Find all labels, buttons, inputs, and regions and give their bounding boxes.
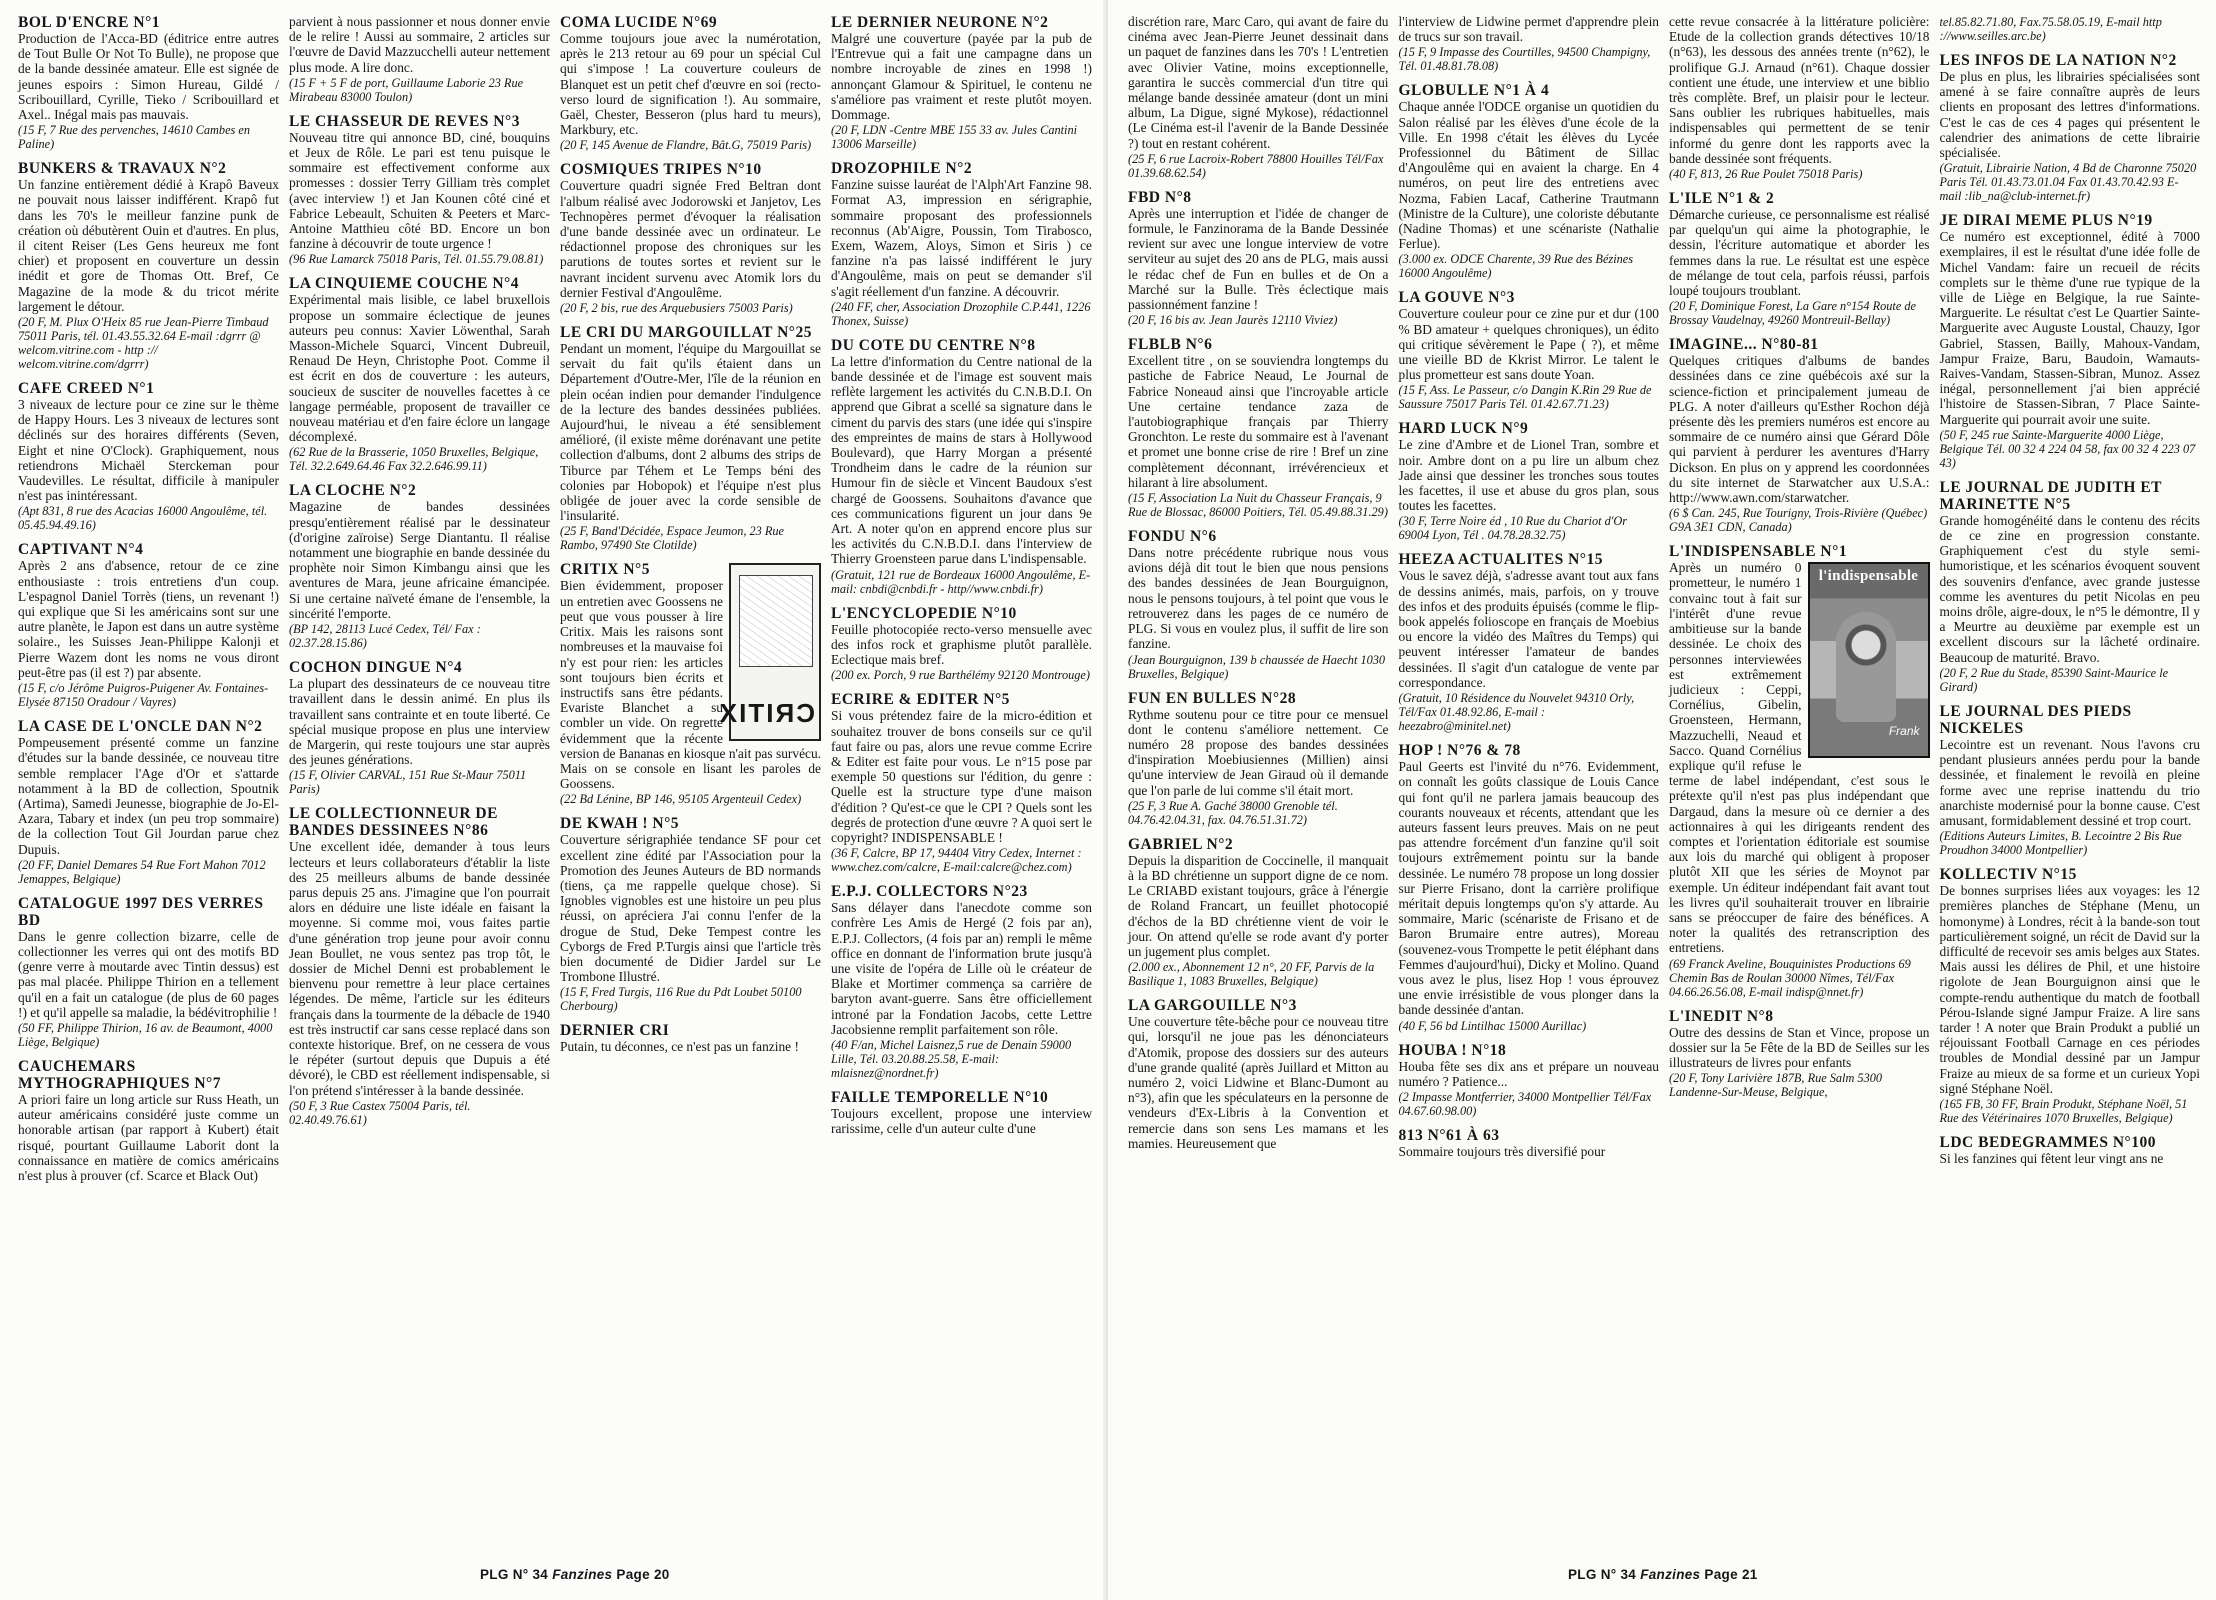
entry-body: Quelques critiques d'albums de bandes dessinées dans ce zine québécois axé sur la science-fiction et principalement jumeau de PLG. A noter d'ailleurs qu'Esther Rochon déjà présente dès les premiers numéros est encore au sommaire de ce numéro ainsi que Gérard Dôle qui parvient à perdurer les aventures d'Harry Dickson. En plus on y apprend les coordonnées du site internet de Starwatcher aux U.S.A.: http://www.awn.com/starwatcher. (1669, 353, 1930, 506)
review-entry-kollectiv-n-15 (1940, 866, 2201, 1125)
entry-title: LE JOURNAL DES PIEDS NICKELES (1939, 702, 2132, 737)
review-entry-ecrire-editer-n-5 (831, 691, 1092, 874)
entry-body: Dans le genre collection bizarre, celle de collectionner les verres qui ont des motifs BD (genre verre à moutarde avec Tintin dessus) est pas mal placée. Philippe Thirion en a tellement qu'il en a fait un catalogue (de plus de 60 pages !) et qu'il appelle sa maladie, la bédévitrophilie ! (18, 928, 279, 1020)
entry-title: HEEZA ACTUALITES N°15 (1398, 551, 1603, 569)
entry-contact: (Gratuit, 121 rue de Bordeaux 16000 Angoulême, E-mail: cnbdi@cnbdi.fr - http//www.cnbdi.fr) (831, 567, 1091, 596)
entry-contact: (40 F, 56 bd Lintilhac 15000 Aurillac) (1398, 1018, 1587, 1033)
entry-contact: (Apt 831, 8 rue des Acacias 16000 Angoulême, tél. 05.45.94.49.16) (18, 504, 268, 533)
entry-body: l'interview de Lidwine permet d'apprendre plein de trucs sur son travail. (1398, 14, 1659, 45)
entry-body: Une couverture tête-bêche pour ce nouveau titre qui, lorsqu'il ne joue pas les dénonciateurs d'Atomik, propose des dossiers sur des auteurs d'une grande qualité (après Juillard et Mitton au numéro 2, voici Lidwine et Blanc-Dumont au n°3), afin que les spéculateurs en la personne de vendeurs d'Ex-Libris à la Convention et remercie dans son sens Les mamans et les mamies. Heureusement que (1128, 1014, 1389, 1151)
entry-body: Après un numéro 0 prometteur, le numéro 1 convainc tout à fait sur l'intérêt d'une revue ambitieuse sur la bande dessinée. Le choix des personnes interviewées est extrêmement judicieux : Ceppi, Cornélius, Gibelin, Groensteen, Hermann, Mazzuchelli, Neaud et Sacco. Quand Cornélius explique qu'il refuse le terme de label indépendant, c'est sous le prétexte qu'il n'est pas plus indépendant que Dargaud, dans la mesure où ce dernier a des actionnaires à qui les dirigeants rendent des comptes et l'orientation éditoriale est soumise aux lois du marché qui obligent à proposer plutôt XII que les séries de Moynot par exemple. Un éditeur indépendant fait avant tout les livres qu'il souhaiterait trouver en librairie sans se préoccuper de faire des bénéfices. A noter la qualités des retranscription des entretiens. (1669, 560, 1930, 956)
review-entry-la-case-de-l-oncle-dan-n-2 (18, 718, 279, 886)
entry-body: Nouveau titre qui annonce BD, ciné, bouquins et Jeux de Rôle. Le pari est tenu puisque le sommaire est effectivement conforme aux promesses : dossier Terry Gilliam très complet (avec interview !) et Jan Kounen côté ciné et Fabrice Lebeault, Schuiten & Peeters et Marc-Antoine Matthieu côté BD. Encore un bon fanzine à découvrir de toute urgence ! (289, 129, 550, 252)
entry-body: La lettre d'information du Centre national de la bande dessinée et de l'image est souvent mais reflète largement les activités du C.N.B.D.I. On apprend que Gibrat a scellé sa signature dans le ciment du parvis des stars (une idée qui s'inspire des empreintes de mains de stars à Hollywood Boulevard), que Harry Morgan a présenté Trondheim dans le cadre de la réunion sur Humour fin de siècle et Vincent Baudoux s'est chargé de Goossens. Souhaitons d'avance que ces communications figurent un jour dans 9e Art. A noter qu'on en apprend encore plus sur les activités du C.N.B.D.I. dans l'interview de Thierry Groensteen parue dans L'indispensable. (831, 353, 1092, 567)
entry-title: CAUCHEMARS MYTHOGRAPHIQUES N°7 (18, 1057, 222, 1092)
entry-body: Outre des dessins de Stan et Vince, propose un dossier sur la 5e Fête de la BD de Seilles sur les illustrateurs de livres pour enfants (1669, 1024, 1930, 1070)
review-entry-hop-n-76-78 (1399, 742, 1660, 1032)
entry-contact: (50 FF, Philippe Thirion, 16 av. de Beaumont, 4000 Liège, Belgique) (18, 1020, 273, 1049)
page-footer-left (480, 1567, 670, 1582)
entry-contact: (20 FF, Daniel Demares 54 Rue Fort Mahon 7012 Jemappes, Belgique) (18, 857, 266, 886)
left-col-1 (289, 14, 550, 1554)
entry-contact: (50 F, 3 Rue Castex 75004 Paris, tél. 02.40.49.76.61) (289, 1098, 471, 1127)
review-entry-continuation (1399, 14, 1660, 73)
entry-title: ECRIRE & EDITER N°5 (831, 691, 1010, 709)
entry-contact: (15 F, Olivier CARVAL, 151 Rue St-Maur 75011 Paris) (289, 768, 527, 797)
entry-title: BUNKERS & TRAVAUX N°2 (18, 160, 227, 178)
entry-title: JE DIRAI MEME PLUS N°19 (1939, 212, 2153, 230)
review-entry-le-dernier-neurone-n-2 (831, 14, 1092, 151)
entry-body: Bien évidemment, proposer un entretien avec Goossens ne peut que vous pousser à lire Critix. Mais les raisons sont nombreuses et la mauvaise foi n'y est pour rien: les articles sont toujours bien écrits et instructifs sans être pédants. Evariste Blanchet a su combler un vide. On regrette évidemment que la récente version de Bananas en kiosque n'ait pas survécu. Mais on se console en lisant les paroles de Goossens. (560, 578, 821, 792)
entry-contact: (40 F, 813, 26 Rue Poulet 75018 Paris) (1669, 167, 1863, 182)
review-entry-drozophile-n-2 (831, 160, 1092, 328)
review-entry-de-kwah-n-5 (560, 815, 821, 1013)
entry-title: CAPTIVANT N°4 (18, 541, 144, 559)
review-entry-ldc-bedegrammes-n-100 (1940, 1134, 2201, 1166)
review-entry-gabriel-n-2 (1128, 836, 1389, 988)
review-entry-du-cote-du-centre-n-8 (831, 337, 1092, 596)
page-21 (1108, 0, 2216, 1600)
entry-body: discrétion rare, Marc Caro, qui avant de faire du cinéma avec Jean-Pierre Jeunet dessinait dans un paquet de fanzines dans les 70's ! L'entretien avec Olivier Vatine, moins exceptionnelle, garantira le succès commercial d'un titre qui mélange bande dessinée amateur (dont un mini album, La Digue, signé Mykose), rédactionnel (Le Cinéma est-il l'avenir de la Bande Dessinée ?) tout en restant cohérent. (1128, 14, 1389, 151)
entry-body: Feuille photocopiée recto-verso mensuelle avec des infos rock et graphisme plutôt parallèle. Eclectique mais bref. (831, 621, 1092, 668)
entry-title: HOUBA ! N°18 (1398, 1041, 1507, 1059)
entry-title: L'ILE N°1 & 2 (1669, 190, 1775, 208)
right-col-3 (1940, 14, 2201, 1554)
entry-body: Paul Geerts est l'invité du n°76. Evidemment, on connaît les goûts classique de Louis Cance qui font qu'il ne parlera jamais beaucoup des courants nouveaux et récents, attendant que les auteurs fassent leurs preuves. Mais on ne peut pas attendre forcément d'un fanzine qu'il soit toujours extrêmement pointu sur la bande dessinée. Le numéro 78 propose un long dossier sur Pierre Frisano, dont la carrière prolifique méritait depuis longtemps qu'on s'y attarde. Au sommaire, Maric (scénariste de Frisano et de Baron Brumaire entre autres), Moreau (souvenez-vous Trompette le petit éléphant dans Femmes d'aujourd'hui), Dicky et Molino. Quand vous avez le plus, lisez Hop ! vous éprouvez une envie irrésistible de vous plonger dans la bande dessinée d'antan. (1398, 759, 1659, 1018)
review-entry-fondu-n-6 (1128, 528, 1389, 680)
review-entry-heeza-actualites-n-15 (1399, 551, 1660, 733)
entry-body: Magazine de bandes dessinées presqu'entièrement réalisé par le dessinateur (d'origine zaïroise) Serge Diantantu. Il réalise notamment une biographie en bande dessinée du prophète noir Simon Kimbangu ainsi que les aventures de Mara, jeune africaine émancipée. Si une certaine naïveté émane de l'ensemble, la sincérité l'emporte. (289, 499, 550, 621)
entry-body: cette revue consacrée à la littérature policière: Etude de la collection grands détectives 10/18 (n°63), les dessous des années trente (n°62), le prolifique G.J. Arnaud (n°61). Chaque dossier contient une étude, une interview et une biblio très complète. Bref, un plaisir pour le lecteur. Sans oublier les rubriques habituelles, mais indispensables qui permettent de se tenir informé du genre dont les rapports avec la bande dessinée sont fréquents. (1669, 14, 1930, 166)
entry-title: FLBLB N°6 (1128, 336, 1213, 354)
footer-page: Page 21 (1704, 1567, 1758, 1582)
left-col-0 (18, 14, 279, 1554)
review-entry-le-chasseur-de-reves-n-3 (289, 113, 550, 267)
entry-contact: (3.000 ex. ODCE Charente, 39 Rue des Bézines 16000 Angoulême) (1398, 252, 1633, 281)
review-entry-hard-luck-n-9 (1399, 420, 1660, 542)
entry-contact: (69 Franck Aveline, Bouquinistes Productions 69 Chemin Bas de Roulan 30000 Nîmes, Tél/Fax 04.66.26.56.08, E-mail indisp@nnet.fr) (1669, 956, 1911, 999)
cover-figure (1836, 612, 1896, 722)
review-entry-catalogue-1997-des-verres-bd (18, 895, 279, 1049)
entry-body: Rythme soutenu pour ce titre pour ce mensuel dont le contenu s'améliore nettement. Ce numéro 28 propose des bandes dessinées d'inspiration Moebiusiennes (Millien) ainsi qu'une interview de Jean Giraud où il demande que l'on parle de lui comme s'il était mort. (1128, 706, 1389, 798)
entry-contact: (20 F, 2 Rue du Stade, 85390 Saint-Maurice le Girard) (1939, 665, 2169, 694)
entry-contact: (6 $ Can. 245, Rue Tourigny, Trois-Rivière (Québec) G9A 3E1 CDN, Canada) (1669, 506, 1928, 535)
entry-contact: (15 F, c/o Jérôme Puigros-Puigener Av. Fontaines-Elysée 87150 Oradour / Vayres) (18, 681, 269, 710)
critix-cover-image (717, 563, 821, 741)
entry-body: Sommaire toujours très diversifié pour (1398, 1143, 1606, 1159)
review-entry-coma-lucide-n-69 (560, 14, 821, 152)
entry-title: E.P.J. COLLECTORS N°23 (831, 883, 1028, 901)
entry-contact: (25 F, 6 rue Lacroix-Robert 78800 Houilles Tél/Fax 01.39.68.62.54) (1128, 151, 1384, 180)
entry-title: GLOBULLE N°1 À 4 (1398, 82, 1550, 100)
entry-title: LA GARGOUILLE N°3 (1128, 997, 1297, 1015)
cover-title: CRITIX (717, 698, 815, 729)
entry-contact: (2 Impasse Montferrier, 34000 Montpellier Tél/Fax 04.67.60.98.00) (1398, 1089, 1652, 1118)
entry-title: LE CRI DU MARGOUILLAT N°25 (560, 324, 813, 342)
review-entry-la-gargouille-n-3 (1128, 997, 1389, 1151)
review-entry-la-cinquieme-couche-n-4 (289, 275, 550, 473)
footer-prefix: PLG N° 34 (480, 1567, 549, 1582)
entry-contact: (BP 142, 28113 Lucé Cedex, Tél/ Fax : 02.37.28.15.86) (289, 622, 481, 651)
entry-body: Une excellent idée, demander à tous leurs lecteurs et leurs collaborateurs d'établir la liste des 25 meilleurs albums de bande dessinée parus depuis 25 ans. J'imagine que l'on pourrait alors en déduire une liste idéale en faisant la moyenne. Si comme moi, vous faites partie d'une génération trop jeune pour avoir connu Jean Boullet, ne vous sentez pas trop tôt, le dossier de Michel Denni est probablement le bienvenu pour remettre à leur place certaines légendes. De même, l'article sur les éditeurs français dans la tourmente de la débacle de 1940 est très instructif car sans cesse replacé dans son contexte historique. Bref, on ne cessera de vous le répéter (surtout depuis que Dupuis a été dévoré), le CBD est réellement indispensable, si l'on prétend s'intéresser à la bande dessinée. (289, 839, 550, 1098)
review-entry-dernier-cri (560, 1022, 821, 1054)
indispensable-cover-image (1808, 562, 1930, 758)
footer-page: Page 20 (616, 1567, 670, 1582)
entry-contact: (15 F, Association La Nuit du Chasseur Français, 9 Rue de Blossac, 86000 Poitiers, Tél. 05.49.88.31.29) (1128, 491, 1388, 520)
entry-body: Houba fête ses dix ans et prépare un nouveau numéro ? Patience... (1398, 1058, 1659, 1089)
entry-body: Couverture sérigraphiée tendance SF pour cet excellent zine édité par l'Association pour la Promotion des Jeunes Auteurs de BD normands (tiens, ça me rappelle quelque chose). Si Ignobles vignobles est une histoire un peu plus réussi, on apréciera J'ai connu l'enfer de la drogue de Stud, Deke Tempest contre les Cyborgs de Fred P.Turgis ainsi que l'article très bien documenté de Didier Jardel sur Le Trombone Illustré. (560, 832, 821, 985)
entry-title: L'ENCYCLOPEDIE N°10 (831, 604, 1017, 622)
page-footer-right (1568, 1567, 1758, 1582)
entry-body: Malgré une couverture (payée par la pub de l'Entrevue qui a fait une campagne dans un nombre incroyable de zines en 1998 !) annonçant Glamour & Spirituel, le contenu ne s'améliore pas vraiment et reste plutôt moyen. Dommage. (831, 31, 1092, 123)
entry-title: LE DERNIER NEURONE N°2 (831, 14, 1049, 31)
review-entry-l-indispensable-n-1 (1669, 543, 1930, 998)
entry-body: Après 2 ans d'absence, retour de ce zine enthousiaste : trois entretiens d'un coup. L'espagnol Daniel Torrès (tiens, un revenant !) qui explique que Si les américains sont sur une autre planète, le Japon est dans un autre système solaire., les Suisses Jean-Philippe Kalonji et Pierre Wazem dont les noms ne vous diront peut-être pas (il est ?) par absente. (18, 558, 279, 680)
entry-body: Grande homogénéité dans le contenu des récits de ce zine en progression constante. Graphiquement c'est du style semi-humoristique, et les scénarios évoquent souvent des souvenirs d'enfance, avec grande justesse comme les aventures du petit Nicolas en peu moins drôle, aigre-doux, le n°5 le démontre, Il y a Meurtre au deuxième par exemple est un excellent discours sur la lâcheté ordinaire. Beaucoup de maturité. Bravo. (1939, 512, 2200, 665)
entry-title: DROZOPHILE N°2 (831, 160, 973, 178)
review-entry-cochon-dingue-n-4 (289, 659, 550, 796)
entry-body: parvient à nous passionner et nous donner envie de le relire ! Aussi au sommaire, 2 articles sur l'œuvre de David Mazzucchelli auteur nettement plus mode. A lire donc. (289, 14, 550, 75)
entry-contact: (96 Rue Lamarck 75018 Paris, Tél. 01.55.79.08.81) (289, 252, 544, 267)
entry-body: Toujours excellent, propose une interview rarissime, celle d'un auteur culte d'une (831, 1105, 1092, 1137)
entry-contact: (15 F, 9 Impasse des Courtilles, 94500 Champigny, Tél. 01.48.81.78.08) (1398, 45, 1651, 74)
entry-contact: (15 F, 7 Rue des pervenches, 14610 Cambes en Paline) (18, 123, 250, 152)
entry-title: FUN EN BULLES N°28 (1128, 689, 1297, 707)
entry-contact: (25 F, 3 Rue A. Gaché 38000 Grenoble tél. 04.76.42.04.31, fax. 04.76.51.31.72) (1128, 798, 1338, 827)
review-entry-faille-temporelle-n-10 (831, 1089, 1092, 1136)
entry-body: Si vous prétendez faire de la micro-édition et souhaitez trouver de bons conseils sur ce qu'il faut faire ou pas, alors une revue comme Ecrire & Editer est faite pour vous. Le n°15 pose par exemple 50 questions sur l'édition, du genre : Quelle est la structure type d'une maison d'édition ? Qu'est-ce que le CPI ? Quels sont les degrés de protection d'une œuvre ? A quoi sert le copyright? INDISPENSABLE ! (831, 708, 1092, 845)
entry-body: De plus en plus, les librairies spécialisées sont amené à se faire connaître auprès de leurs clients en proposant des lettres d'informations. C'est le cas de ces 4 pages qui présentent le calendrier des animations de cette librairie spécialisée. (1939, 69, 2200, 161)
review-entry-flblb-n-6 (1128, 336, 1389, 519)
entry-title: FAILLE TEMPORELLE N°10 (831, 1088, 1049, 1106)
entry-contact: (40 F/an, Michel Laisnez,5 rue de Denain 59000 Lille, Tél. 03.20.88.25.58, E-mail: mlaisnez@nordnet.fr) (831, 1037, 1072, 1080)
entry-title: LA CINQUIEME COUCHE N°4 (289, 275, 519, 293)
cover-masthead: l'indispensable (1818, 568, 1919, 585)
entry-title: COMA LUCIDE N°69 (560, 14, 718, 31)
review-entry-fbd-n-8 (1128, 189, 1389, 327)
entry-body: Sans délayer dans l'anecdote comme son confrère Les Amis de Hergé (2 fois par an), E.P.J. Collectors, (4 fois par an) rempli le même office en donnant de l'information brute jusqu'à une visite de l'opéra de Lille où le créateur de Blake et Mortimer commença sa carrière de baryton avant-guerre. Sans être officiellement introné par la Fondation Jacobs, cette Lettre Jacobsienne remplit parfaitement son rôle. (831, 900, 1092, 1037)
entry-body: Lecointre est un revenant. Nous l'avons cru pendant plusieurs années perdu pour la bande dessinée, et finalement le revoilà en pleine forme avec une reprise inattendu du trio anarchiste modernisé pour la bonne cause. C'est amusant, formidablement dessiné et trop court. (1939, 736, 2200, 828)
entry-title: LE COLLECTIONNEUR DE BANDES DESSINEES N°86 (289, 805, 498, 840)
entry-body: Vous le savez déjà, s'adresse avant tout aux fans de dessins animés, mais, parfois, on y trouve des infos et des produits épuisés (comme le flip-book appelés folioscope en français de Moebius ou encore la vidéo des Maîtres du Temps) qui peuvent intéresser l'amateur de bandes dessinées. Il s'agit d'un catalogue de vente par correspondance. (1398, 568, 1659, 690)
entry-body: Comme toujours joue avec la numérotation, après le 213 retour au 69 pour un spécial Cul qui s'impose ! La couverture couleurs de Blanquet est un petit chef d'œuvre en soi (recto-verso lourd de signification !). Au sommaire, Gaël, Chester, Besseron (plus hard tu meurs), Markbury, etc. (560, 31, 821, 138)
review-entry-critix-n-5 (560, 561, 821, 806)
entry-title: LDC BEDEGRAMMES N°100 (1939, 1133, 2156, 1151)
entry-body: 3 niveaux de lecture pour ce zine sur le thème de Happy Hours. Les 3 niveaux de lectures sont déclinés sur des horaires différents (Seven, Eight et nine O'Clock). Graphiquement, nous retiendrons Michaël Sterckeman pour Vaudevilles. Le résultat, difficile à manipuler n'est pas inintéressant. (18, 397, 279, 504)
right-col-1 (1399, 14, 1660, 1554)
entry-body: Production de l'Acca-BD (éditrice entre autres de Tout Bulle Or Not To Bulle), ne propose que de la bande dessinée amateur. Elle est signée de jeunes espoirs : Simon Hureau, Gildé / Scribouillard, Cyrille, Tieko / Scribouillard et Axel.. Inégal mais pas mauvais. (18, 31, 279, 123)
entry-contact: (240 FF, cher, Association Drozophile C.P.441, 1226 Thonex, Suisse) (831, 299, 1091, 328)
entry-title: KOLLECTIV N°15 (1939, 866, 2077, 884)
entry-contact: (20 F, 2 bis, rue des Arquebusiers 75003 Paris) (560, 301, 793, 316)
entry-contact: (Editions Auteurs Limites, B. Lecointre 2 Bis Rue Proudhon 34000 Montpellier) (1939, 829, 2182, 858)
entry-body: Depuis la disparition de Coccinelle, il manquait à la BD chrétienne un support digne de ce nom. Le CRIABD existant toujours, grâce à l'énergie de Roland Francart, un feuillet photocopié d'échos de la BD chrétienne vient de voir le jour. On attend qu'elle se rode avant d'y porter un jugement plus complet. (1128, 852, 1389, 959)
review-entry-e-p-j-collectors-n-23 (831, 883, 1092, 1080)
review-entry-captivant-n-4 (18, 541, 279, 709)
entry-title: L'INEDIT N°8 (1669, 1007, 1774, 1025)
entry-contact: (15 F, Ass. Le Passeur, c/o Dangin K.Rin 29 Rue de Saussure 75017 Paris Tél. 01.42.67.71.23) (1398, 383, 1652, 412)
entry-title: DERNIER CRI (560, 1022, 670, 1040)
entry-contact: (200 ex. Porch, 9 rue Barthélémy 92120 Montrouge) (831, 668, 1090, 683)
entry-contact: (20 F, 145 Avenue de Flandre, Bât.G, 75019 Paris) (560, 138, 812, 153)
left-col-3 (831, 14, 1092, 1554)
entry-title: CRITIX N°5 (560, 561, 651, 579)
footer-prefix: PLG N° 34 (1568, 1567, 1637, 1582)
review-entry-813-n-61-a-63 (1399, 1127, 1660, 1159)
entry-title: L'INDISPENSABLE N°1 (1669, 543, 1848, 561)
entry-contact: (2.000 ex., Abonnement 12 n°, 20 FF, Parvis de la Basilique 1, 1083 Bruxelles, Belgique) (1128, 960, 1375, 989)
entry-title: COCHON DINGUE N°4 (289, 659, 463, 677)
entry-body: Expérimental mais lisible, ce label bruxellois propose un sommaire éclectique de jeunes auteurs peu connus: Xavier Löwenthal, Sarah Masson-Michele Squarci, Vincent Dubreuil, Renaud De Heyn, Christophe Poot. Comme il est écrit en dos de couverture : les auteurs, soucieux de susciter de nouvelles facettes à ce langage perméable, proposent de travailler ce nouveau matériau et d'en faire éclore un langage décomplexé. (289, 292, 550, 445)
entry-body: Fanzine suisse lauréat de l'Alph'Art Fanzine 98. Format A3, impression en sérigraphie, sommaire proposant des professionnels reconnus (Ab'Aigre, Poussin, Tom Tirabosco, Exem, Wazem, Aloys, Simon et Siris ) ce fanzine n'a pas laissé indifférent le jury d'Angoulême, mais on peut se demander s'il s'agit réellement d'un fanzine. A découvrir. (831, 177, 1092, 299)
entry-title: HARD LUCK N°9 (1398, 420, 1529, 438)
review-entry-cosmiques-tripes-n-10 (560, 161, 821, 315)
right-col-0 (1128, 14, 1389, 1554)
entry-title: DE KWAH ! N°5 (560, 815, 680, 833)
entry-body: La plupart des dessinateurs de ce nouveau titre travaillent dans le dessin animé. En plus ils travaillent sans contrainte et en toute liberté. Ce spécial musique propose en plus une interview de Margerin, qui reste toujours une star auprès des jeunes générations. (289, 676, 550, 768)
review-entry-continuation (289, 14, 550, 104)
entry-contact: (25 F, Band'Décidée, Espace Jeumon, 23 Rue Rambo, 97490 Ste Clotilde) (560, 524, 785, 553)
entry-contact: (15 F + 5 F de port, Guillaume Laborie 23 Rue Mirabeau 83000 Toulon) (289, 75, 524, 104)
entry-contact: (36 F, Calcre, BP 17, 94404 Vitry Cedex, Internet : www.chez.com/calcre, E-mail:calcre@chez.com) (831, 846, 1082, 875)
entry-contact: (Gratuit, Librairie Nation, 4 Bd de Charonne 75020 Paris Tél. 01.43.73.01.04 Fax 01.43.70.42.93 E-mail :lib_na@club-internet.fr) (1939, 161, 2197, 204)
review-entry-la-gouve-n-3 (1399, 289, 1660, 411)
left-col-2 (560, 14, 821, 1554)
review-entry-l-encyclopedie-n-10 (831, 605, 1092, 683)
entry-title: CATALOGUE 1997 DES VERRES BD (18, 894, 264, 929)
entry-contact: (50 F, 245 rue Sainte-Marguerite 4000 Liège, Belgique Tél. 00 32 4 224 04 58, fax 00 32 4 223 07 43) (1939, 427, 2196, 470)
entry-title: LA CASE DE L'ONCLE DAN N°2 (18, 718, 263, 736)
entry-body: Un fanzine entièrement dédié à Krapô Baveux ne pouvait nous laisser indifférent. Krapô fut dans les 70's le meilleur fanzine punk de création où débutèrent Ouin et d'autres. En plus, il citent Reiser (Les Gens heureux me font chier) et proposent en couverture un dessin inédit et gore de Thomas Ott. Bref, Ce Magazine de la mode & du tricot mérite largement le détour. (18, 177, 279, 314)
entry-body: Démarche curieuse, ce personnalisme est réalisé par quelqu'un qui aime la photographie, le dessin, l'écriture automatique et aborder les femmes dans la rue. Le résultat est une espèce de mélange de tout cela, parfois réussi, parfois loupé toujours troublant. (1669, 207, 1930, 299)
review-entry-l-inedit-n-8 (1669, 1008, 1930, 1100)
entry-body: De bonnes surprises liées aux voyages: les 12 premières planches de Stéphane (Menu, un homonyme) à Londres, récit à la bande-son tout particulièrement soigné, un récit de David sur la difficulté de recevoir ses amis belges aux States. Mais aussi les délires de Phil, et une histoire rigolote de Jean Bourguignon ainsi que le compte-rendu authentique du match de football Pérou-Islande signé Jampur Fraize. A lire sans tarder ! A noter que Brain Produkt a publié un réjouissant Football Carnage en ces périodes troubles de Mondial dessiné par un Jampur Fraize au mieux de sa forme et un curieux Yopi signé Stéphane Noël. (1939, 883, 2200, 1096)
entry-contact: (62 Rue de la Brasserie, 1050 Bruxelles, Belgique, Tél. 32.2.649.64.46 Fax 32.2.646.99.11) (289, 445, 539, 474)
entry-contact: (22 Bd Lénine, BP 146, 95105 Argenteuil Cedex) (560, 792, 802, 807)
review-entry-cafe-creed-n-1 (18, 380, 279, 532)
review-entry-continuation (1669, 14, 1930, 181)
footer-section: Fanzines (1640, 1567, 1701, 1582)
review-entry-continuation (1940, 15, 2201, 43)
entry-body: Le zine d'Ambre et de Lionel Tran, sombre et noir. Ambre dont on a pu lire un album chez Jade ainsi que dessiner les tronches sous toutes les facettes, il use et abuse du gros plan, sous toutes les facettes. (1398, 437, 1659, 514)
entry-title: LE CHASSEUR DE REVES N°3 (289, 112, 520, 130)
entry-body: Dans notre précédente rubrique nous vous avions déjà dit tout le bien que nous pensions des bandes dessinées de Jean Bourguignon, nous le pensons toujours, à tel point que vous le retrouverez dans les pages de ce numéro de PLG. Si vous en voulez plus, il suffit de lire son fanzine. (1128, 545, 1389, 652)
entry-body: Ce numéro est exceptionnel, édité à 7000 exemplaires, il est le résultat d'une idée folle de Michel Vandam: faire un recueil de récits complets sur le thème d'une rue typique de la ville de Liège en Belgique, la rue Sainte-Marguerite. Le résultat c'est Le Quartier Sainte-Marguerite avec Auguste Loustal, Chauzy, Igor Gabriel, Stassen, Bailly, Mahoux-Vandam, Jampur Fraize, Baru, Baudoin, Wamauts-Raives-Vandam, Stassen-Sibran, Munoz. Assez inégal, personnellement j'ai bien apprécié l'histoire de Stassen-Sibran, 7 Place Sainte-Marguerite qui pourrait avoir une suite. (1939, 229, 2200, 427)
entry-contact: tel.85.82.71.80, Fax.75.58.05.19, E-mail http ://www.seilles.arc.be) (1939, 15, 2162, 43)
entry-title: LA CLOCHE N°2 (289, 482, 417, 500)
entry-body: Après une interruption et l'idée de changer de formule, le Fanzinorama de la Bande Dessinée revient sur avec une longue interview de votre serviteur au sujet des 20 ans de PLG, mais aussi le rédac chef de Fun en bulles et de On a Marché sur la Bulle. Très éclectique mais passionnément fanzine ! (1128, 205, 1389, 313)
review-entry-le-journal-des-pieds-nickeles (1940, 703, 2201, 857)
entry-contact: (30 F, Terre Noire éd , 10 Rue du Chariot d'Or 69004 Lyon, Tél . 04.78.28.32.75) (1398, 514, 1628, 543)
review-entry-l-ile-n-1-2 (1669, 190, 1930, 327)
entry-title: LE JOURNAL DE JUDITH ET MARINETTE N°5 (1939, 478, 2162, 513)
entry-title: COSMIQUES TRIPES N°10 (560, 161, 762, 179)
entry-body: Couverture couleur pour ce zine pur et dur (100 % BD amateur + quelques chroniques), un édito qui critique sévèrement le Pape ( ?), et même une vieille BD de Kkrist Mirror. Le talent le plus prometteur est sans doute Yoan. (1398, 306, 1659, 383)
entry-contact: (Gratuit, 10 Résidence du Nouvelet 94310 Orly, Tél/Fax 01.48.92.86, E-mail : heezabro@minitel.net) (1398, 691, 1635, 734)
entry-contact: (15 F, Fred Turgis, 116 Rue du Pdt Loubet 50100 Cherbourg) (560, 985, 802, 1014)
review-entry-je-dirai-meme-plus-n-19 (1940, 212, 2201, 470)
entry-title: 813 N°61 À 63 (1398, 1126, 1500, 1144)
entry-title: LA GOUVE N°3 (1398, 289, 1515, 307)
review-entry-le-journal-de-judith-et-marinette-n-5 (1940, 479, 2201, 694)
entry-body: Pendant un moment, l'équipe du Margouillat se servait du fait qu'ils étaient dans un Département d'Outre-Mer, l'île de la réunion en plein océan indien pour demander l'indulgence de la lecture des bandes dessinées publiées. Aujourd'hui, le niveau a été sensiblement amélioré, (il existe même dorénavant une petite collection d'albums, dont 2 albums des strips de Tiburce par Téhem et Le Temps béni des colonies par Hobopok) et l'équipe n'est plus obligée de jouer avec la corde sensible de l'insularité. (560, 341, 821, 524)
review-entry-le-cri-du-margouillat-n-25 (560, 324, 821, 552)
entry-contact: (20 F, Tony Larivière 187B, Rue Salm 5300 Landenne-Sur-Meuse, Belgique, (1669, 1071, 1883, 1100)
entry-title: LES INFOS DE LA NATION N°2 (1939, 52, 2177, 69)
entry-body: A priori faire un long article sur Russ Heath, un auteur américains considéré juste comme un honorable artisan (par rapport à Kubert) était risqué, pourtant Guillaume Laborit dont la connaissance en matière de comics américains n'est plus à prouver (cf. Scarce et Black Out) (18, 1091, 279, 1183)
entry-body: Couverture quadri signée Fred Beltran dont l'album réalisé avec Jodorowski et Janjetov, Les Technopères permet d'évoquer la réalisation d'une bande dessinée avec un ordinateur. Le rédactionnel propose des chroniques sur les parutions de toutes sortes et revient sur le navrant incident survenu avec Atomik lors du dernier Festival d'Angoulême. (560, 178, 821, 300)
entry-contact: (165 FB, 30 FF, Brain Produkt, Stéphane Noël, 51 Rue des Vétérinaires 1070 Bruxelles, Belgique) (1939, 1096, 2188, 1125)
entry-contact: (20 F, 16 bis av. Jean Jaurès 12110 Viviez) (1128, 313, 1338, 328)
review-entry-le-collectionneur-de-bandes-dessinees-n-86 (289, 805, 550, 1126)
entry-title: FONDU N°6 (1128, 528, 1217, 546)
entry-title: BOL D'ENCRE N°1 (18, 14, 161, 31)
entry-body: Excellent titre , on se souviendra longtemps du pastiche de Fabrice Neaud, Le Journal de Fabrice Noneaud ainsi que l'incroyable article Une certaine tendance zaza de l'autobiographique français par Thierry Gronchton. Le reste du sommaire est à l'avenant et promet une bonne crise de rire ! Bref un zine complètement déconnant, irrévérencieux et hilarant à lire absolument. (1128, 353, 1389, 490)
entry-title: FBD N°8 (1128, 188, 1192, 206)
review-entry-les-infos-de-la-nation-n-2 (1940, 52, 2201, 203)
review-entry-cauchemars-mythographiques-n-7 (18, 1058, 279, 1183)
right-col-2 (1669, 14, 1930, 1554)
entry-title: DU COTE DU CENTRE N°8 (831, 336, 1036, 354)
review-entry-continuation (1128, 14, 1389, 180)
entry-body: Putain, tu déconnes, ce n'est pas un fanzine ! (560, 1039, 799, 1055)
cover-illustration (739, 575, 813, 667)
entry-contact: (Jean Bourguignon, 139 b chaussée de Haecht 1030 Bruxelles, Belgique) (1128, 652, 1386, 681)
entry-contact: (20 F, LDN -Centre MBE 155 33 av. Jules Cantini 13006 Marseille) (831, 123, 1078, 152)
review-entry-bunkers-travaux-n-2 (18, 160, 279, 371)
footer-section: Fanzines (552, 1567, 613, 1582)
review-entry-fun-en-bulles-n-28 (1128, 690, 1389, 827)
entry-body: Si les fanzines qui fêtent leur vingt ans ne (1939, 1150, 2164, 1166)
cover-name: Frank (1888, 724, 1920, 739)
entry-title: GABRIEL N°2 (1128, 835, 1234, 853)
review-entry-globulle-n-1-a-4 (1399, 82, 1660, 280)
entry-title: IMAGINE... N°80-81 (1669, 336, 1819, 354)
entry-body: Pompeusement présenté comme un fanzine d'études sur la bande dessinée, ce nouveau titre semble remplacer l'Age d'Or et s'attarde notamment à la BD de collection, Spoutnik (Artima), Samedi Jeunesse, biographie de Jo-El-Azara, Tabary et index (un peu trop sommaire) de la collection Tout Gil Jourdan parue chez Dupuis. (18, 735, 279, 857)
entry-body: Chaque année l'ODCE organise un quotidien du Salon réalisé par les élèves d'une école de la Ville. En 1998 c'était les élèves du Lycée Professionnel du Bâtiment de Sillac d'Angoulême qui en avaient la charge. En 4 numéros, on peut lire des entretiens avec Nozma, Fabien Lacaf, Catherine Trautmann (Ministre de la Culture), une coloriste débutante (Nadine Thomas) et une scénariste (Nathalie Ferlue). (1398, 99, 1659, 252)
review-entry-bol-d-encre-n-1 (18, 14, 279, 151)
review-entry-imagine-n-80-81 (1669, 336, 1930, 534)
entry-title: CAFE CREED N°1 (18, 380, 155, 398)
entry-contact: (20 F, M. Plux O'Heix 85 rue Jean-Pierre Timbaud 75011 Paris, tél. 01.43.55.32.64 E-mail :dgrrr @ welcom.vitrine.com - http :// welcom.vitrine.com/dgrrr) (18, 315, 269, 372)
review-entry-la-cloche-n-2 (289, 482, 550, 650)
entry-title: HOP ! N°76 & 78 (1398, 742, 1521, 760)
review-entry-houba-n-18 (1399, 1042, 1660, 1118)
entry-contact: (20 F, Dominique Forest, La Gare n°154 Route de Brossay Vaudelnay, 49260 Montreuil-Bellay) (1669, 299, 1916, 328)
